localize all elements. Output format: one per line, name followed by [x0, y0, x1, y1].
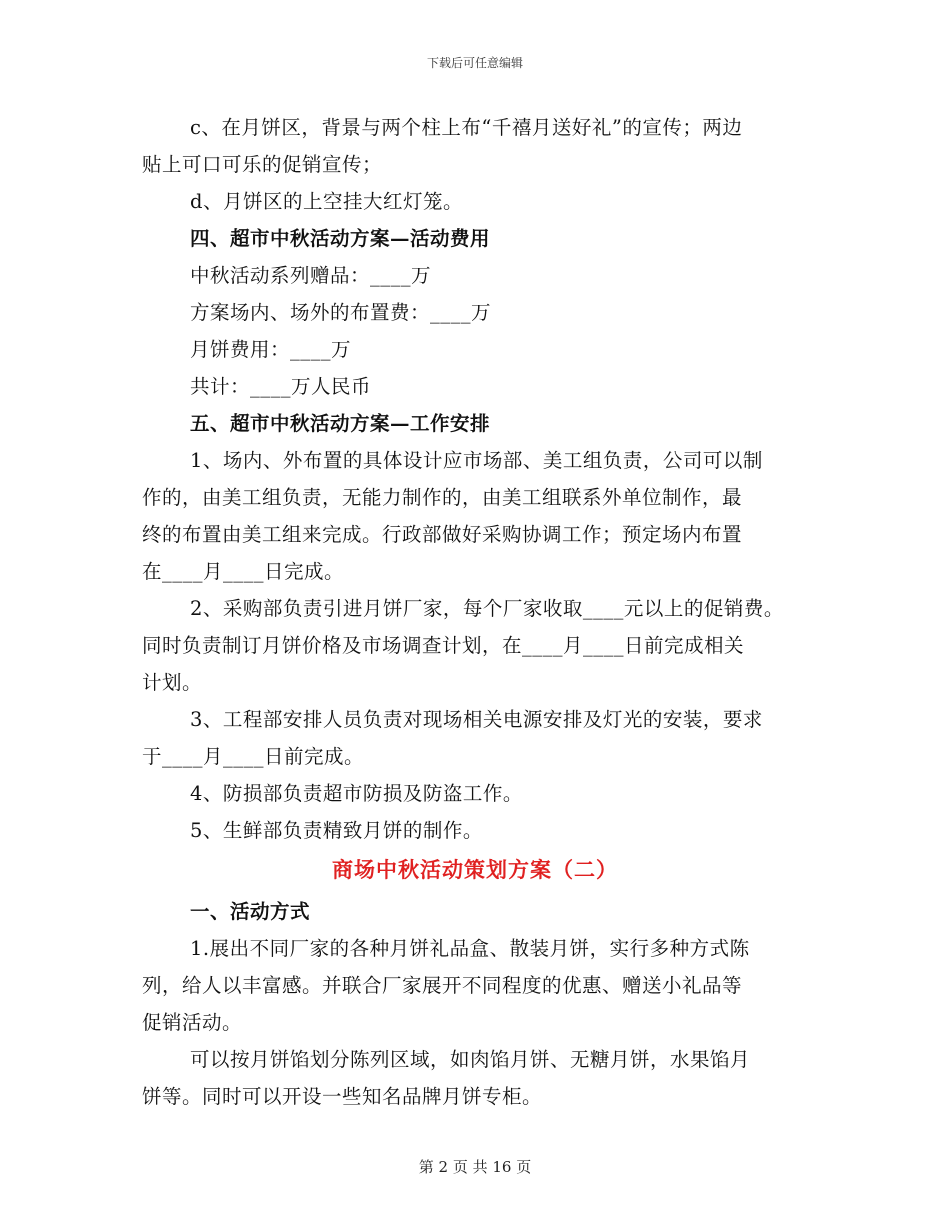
cost-item: 中秋活动系列赠品：____万 [190, 264, 432, 287]
cost-item: 月饼费用：____万 [190, 338, 352, 361]
cost-item: 方案场内、场外的布置费：____万 [190, 301, 492, 324]
paragraph-line: c、在月饼区，背景与两个柱上布“千禧月送好礼”的宣传；两边 [190, 116, 743, 139]
paragraph-line: 可以按月饼馅划分陈列区域，如肉馅月饼、无糖月饼，水果馅月 [190, 1048, 751, 1071]
paragraph-line: 终的布置由美工组来完成。行政部做好采购协调工作；预定场内布置 [142, 523, 743, 546]
page-footer: 第 2 页 共 16 页 [418, 1158, 532, 1176]
paragraph-line: 贴上可口可乐的促销宣传； [142, 153, 383, 176]
section-title: 商场中秋活动策划方案（二） [332, 857, 618, 882]
paragraph-line: 计划。 [142, 671, 203, 694]
paragraph-line: 4、防损部负责超市防损及防盗工作。 [190, 782, 523, 805]
paragraph-line: 同时负责制订月饼价格及市场调查计划，在____月____日前完成相关 [142, 634, 745, 657]
paragraph-line: 1.展出不同厂家的各种月饼礼品盒、散装月饼，实行多种方式陈 [190, 937, 750, 960]
paragraph-line: 3、工程部安排人员负责对现场相关电源安排及灯光的安装，要求 [190, 708, 763, 731]
paragraph-line: d、月饼区的上空挂大红灯笼。 [190, 190, 463, 213]
page-header: 下载后可任意编辑 [426, 56, 523, 70]
section-heading: 四、超市中秋活动方案—活动费用 [190, 227, 491, 250]
paragraph-line: 于____月____日前完成。 [142, 745, 365, 768]
paragraph-line: 作的，由美工组负责，无能力制作的，由美工组联系外单位制作，最 [142, 486, 743, 509]
paragraph-line: 列，给人以丰富感。并联合厂家展开不同程度的优惠、赠送小礼品等 [142, 974, 743, 997]
paragraph-line: 1、场内、外布置的具体设计应市场部、美工组负责，公司可以制 [190, 449, 763, 472]
paragraph-line: 促销活动。 [142, 1011, 243, 1034]
section-heading: 一、活动方式 [190, 900, 311, 923]
cost-total: 共计：____万人民币 [190, 375, 372, 398]
paragraph-line: 5、生鲜部负责精致月饼的制作。 [190, 819, 483, 842]
paragraph-line: 2、采购部负责引进月饼厂家，每个厂家收取____元以上的促销费。 [190, 597, 784, 620]
paragraph-line: 饼等。同时可以开设一些知名品牌月饼专柜。 [142, 1085, 543, 1108]
section-heading: 五、超市中秋活动方案—工作安排 [190, 412, 491, 435]
paragraph-line: 在____月____日完成。 [142, 560, 345, 583]
